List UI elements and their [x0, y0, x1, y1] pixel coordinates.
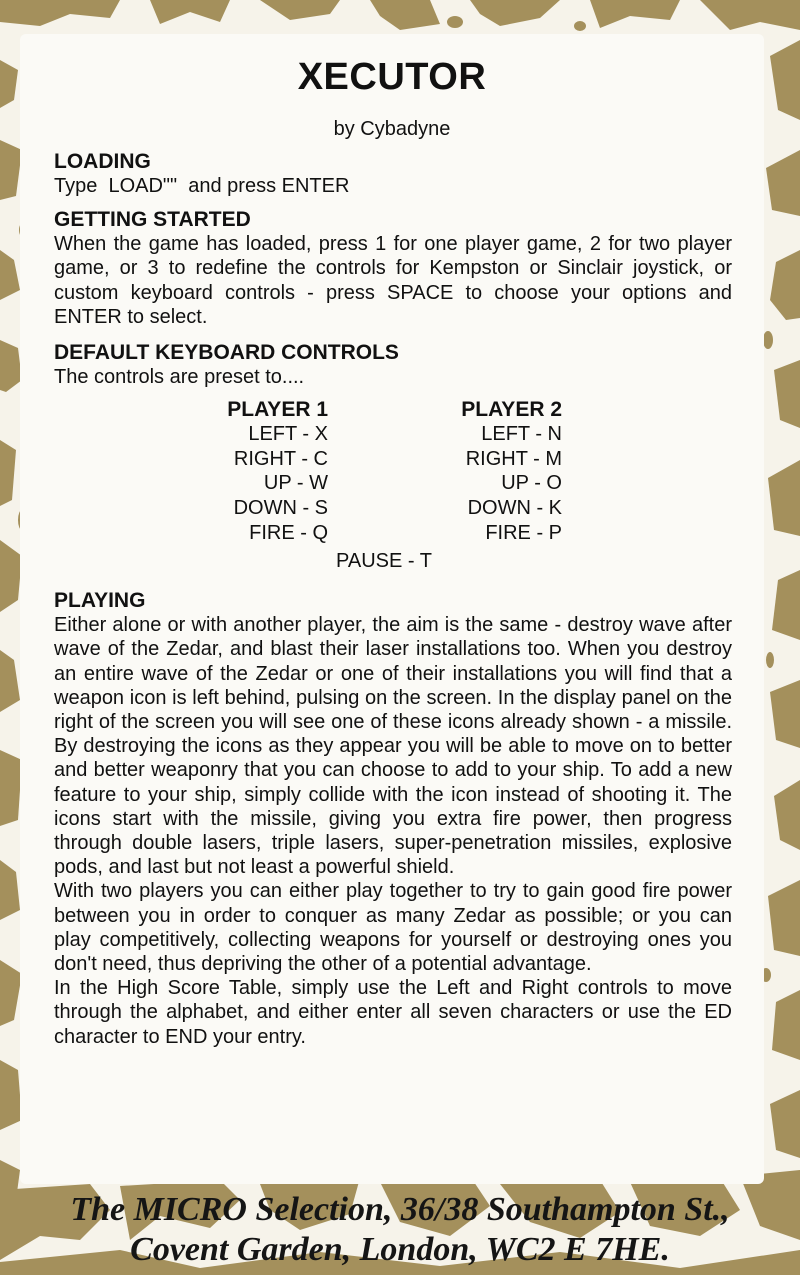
player1-control: FIRE - Q	[249, 521, 328, 544]
controls-table	[54, 397, 732, 585]
playing-paragraph: In the High Score Table, simply use the Left and Right controls to move through the alphabet, and either enter all seven characters or use the ED character to END your entry.	[54, 977, 732, 1048]
player2-control: UP - O	[501, 472, 562, 495]
publisher-address-line1: The MICRO Selection, 36/38 Southampton St.,	[70, 1191, 730, 1228]
player1-heading: PLAYER 1	[227, 398, 328, 422]
pause-control: PAUSE - T	[336, 550, 432, 573]
heading-default-controls: DEFAULT KEYBOARD CONTROLS	[54, 341, 399, 365]
player2-control: RIGHT - M	[465, 447, 562, 470]
heading-playing: PLAYING	[54, 589, 146, 613]
section-loading	[54, 150, 732, 198]
heading-loading: LOADING	[54, 150, 151, 173]
player1-control: LEFT - X	[248, 423, 328, 446]
getting-started-text: When the game has loaded, press 1 for one player game, 2 for two player game, or 3 to redefine the controls for Kempston or Sinclair joystick, or custom keyboard controls - press SPACE to choose your options and ENTER to select.	[54, 233, 732, 328]
player2-control: FIRE - P	[485, 521, 562, 544]
player2-heading: PLAYER 2	[461, 398, 562, 422]
player1-controls	[202, 397, 328, 545]
section-default-controls	[54, 341, 732, 585]
player1-control: DOWN - S	[233, 497, 328, 519]
loading-text: Type LOAD"" and press ENTER	[54, 175, 350, 197]
heading-getting-started: GETTING STARTED	[54, 208, 251, 232]
playing-paragraph: Either alone or with another player, the aim is the same - destroy wave after wave of the Zedar, and blast their laser installations too. When you destroy an entire wave of the Zedar or one of their installations you will find that a weapon icon is left behind, pulsing on the screen. In the display panel on the right of the screen you will see one of these icons already shown - a missile. By destroying the icons as they appear you will be able to move on to better and better weaponry that you can choose to add to your ship. To add a new feature to your ship, simply collide with the icon instead of shooting it. The icons start with the missile, giving you extra fire power, then progress through double lasers, triple lasers, super-penetration missiles, explosive pods, and last but not least a powerful shield.	[54, 614, 732, 879]
section-getting-started	[54, 208, 732, 329]
game-title: XECUTOR	[297, 56, 487, 98]
instructions-body	[54, 150, 732, 1049]
player1-control: UP - W	[263, 472, 328, 495]
playing-paragraph: With two players you can either play together to try to gain good fire power between you in order to conquer as many Zedar as possible; or you can play competitively, collecting weapons for yourself or destroying ones you don't need, thus depriving the other of a potential advantage.	[54, 880, 732, 976]
byline: by Cybadyne	[333, 118, 451, 140]
player2-control: LEFT - N	[481, 423, 562, 446]
controls-intro: The controls are preset to....	[54, 366, 305, 389]
player2-controls	[446, 397, 562, 545]
player1-control: RIGHT - C	[233, 447, 328, 470]
section-playing	[54, 589, 732, 1049]
player2-control: DOWN - K	[467, 497, 562, 519]
publisher-address-line2: Covent Garden, London, WC2 E 7HE.	[130, 1231, 670, 1268]
